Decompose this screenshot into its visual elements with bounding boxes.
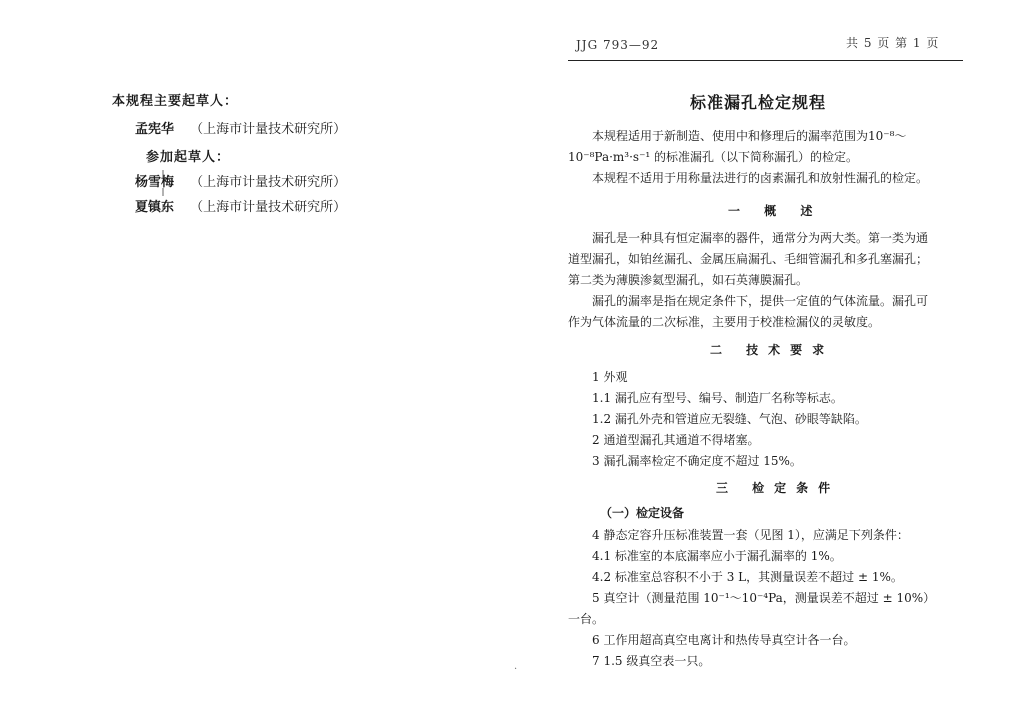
section-heading-requirements: 二 技术要求 (710, 343, 835, 357)
condition-item: 4.1 标准室的本底漏率应小于漏孔漏率的 1%。 (592, 549, 842, 563)
intro-line: 本规程适用于新制造、使用中和修理后的漏率范围为10⁻⁸～ (592, 129, 907, 143)
overview-line: 作为气体流量的二次标准，主要用于校准检漏仪的灵敏度。 (568, 315, 881, 329)
participant-name: 夏镇东 (134, 200, 174, 215)
overview-line: 第二类为薄膜渗氦型漏孔，如石英薄膜漏孔。 (568, 273, 809, 287)
document-code: JJG 793—92 (576, 38, 660, 52)
participants-label: 参加起草人： (146, 150, 231, 165)
left-page (0, 0, 500, 724)
page-dot-mark: · (514, 664, 518, 675)
participant-org: （上海市计量技术研究所） (190, 175, 347, 190)
condition-item: 4 静态定容升压标准装置一套（见图 1），应满足下列条件： (592, 528, 909, 542)
requirement-item: 2 通道型漏孔其通道不得堵塞。 (592, 433, 760, 447)
document-title: 标准漏孔检定规程 (690, 93, 827, 112)
requirement-item: 1.2 漏孔外壳和管道应无裂缝、气泡、砂眼等缺陷。 (592, 412, 867, 426)
condition-item: 一台。 (568, 612, 605, 626)
overview-line: 漏孔是一种具有恒定漏率的器件，通常分为两大类。第一类为通 (592, 231, 929, 245)
drafter-org: （上海市计量技术研究所） (190, 122, 347, 137)
subsection-heading-equipment: （一）检定设备 (600, 506, 685, 520)
condition-item: 7 1.5 级真空表一只。 (592, 654, 711, 668)
right-page (560, 0, 980, 724)
participant-org: （上海市计量技术研究所） (190, 200, 347, 215)
main-drafter-row (118, 118, 346, 137)
main-drafters-label: 本规程主要起草人： (112, 94, 239, 109)
participant-row (118, 196, 346, 215)
condition-item: 5 真空计（测量范围 10⁻¹～10⁻⁴Pa，测量误差不超过 ± 10%） (592, 591, 936, 605)
participant-row (118, 171, 346, 190)
page-info: 共 5 页 第 1 页 (846, 36, 940, 50)
intro-line: 10⁻⁸Pa·m³·s⁻¹ 的标准漏孔（以下简称漏孔）的检定。 (568, 150, 859, 164)
header-divider (568, 60, 963, 61)
margin-tick-marks (160, 168, 166, 214)
requirement-item: 3 漏孔漏率检定不确定度不超过 15%。 (592, 454, 802, 468)
condition-item: 6 工作用超高真空电离计和热传导真空计各一台。 (592, 633, 856, 647)
requirement-item: 1 外观 (592, 370, 628, 384)
requirement-item: 1.1 漏孔应有型号、编号、制造厂名称等标志。 (592, 391, 843, 405)
section-heading-conditions: 三 检定条件 (716, 481, 841, 495)
intro-line: 本规程不适用于用称量法进行的卤素漏孔和放射性漏孔的检定。 (592, 171, 929, 185)
overview-line: 漏孔的漏率是指在规定条件下，提供一定值的气体流量。漏孔可 (592, 294, 929, 308)
participant-name: 杨雪梅 (134, 175, 174, 190)
section-heading-overview: 一 概 述 (728, 204, 823, 218)
drafter-name: 孟宪华 (134, 122, 174, 137)
condition-item: 4.2 标准室总容积不小于 3 L，其测量误差不超过 ± 1%。 (592, 570, 903, 584)
overview-line: 道型漏孔，如铂丝漏孔、金属压扁漏孔、毛细管漏孔和多孔塞漏孔； (568, 252, 929, 266)
